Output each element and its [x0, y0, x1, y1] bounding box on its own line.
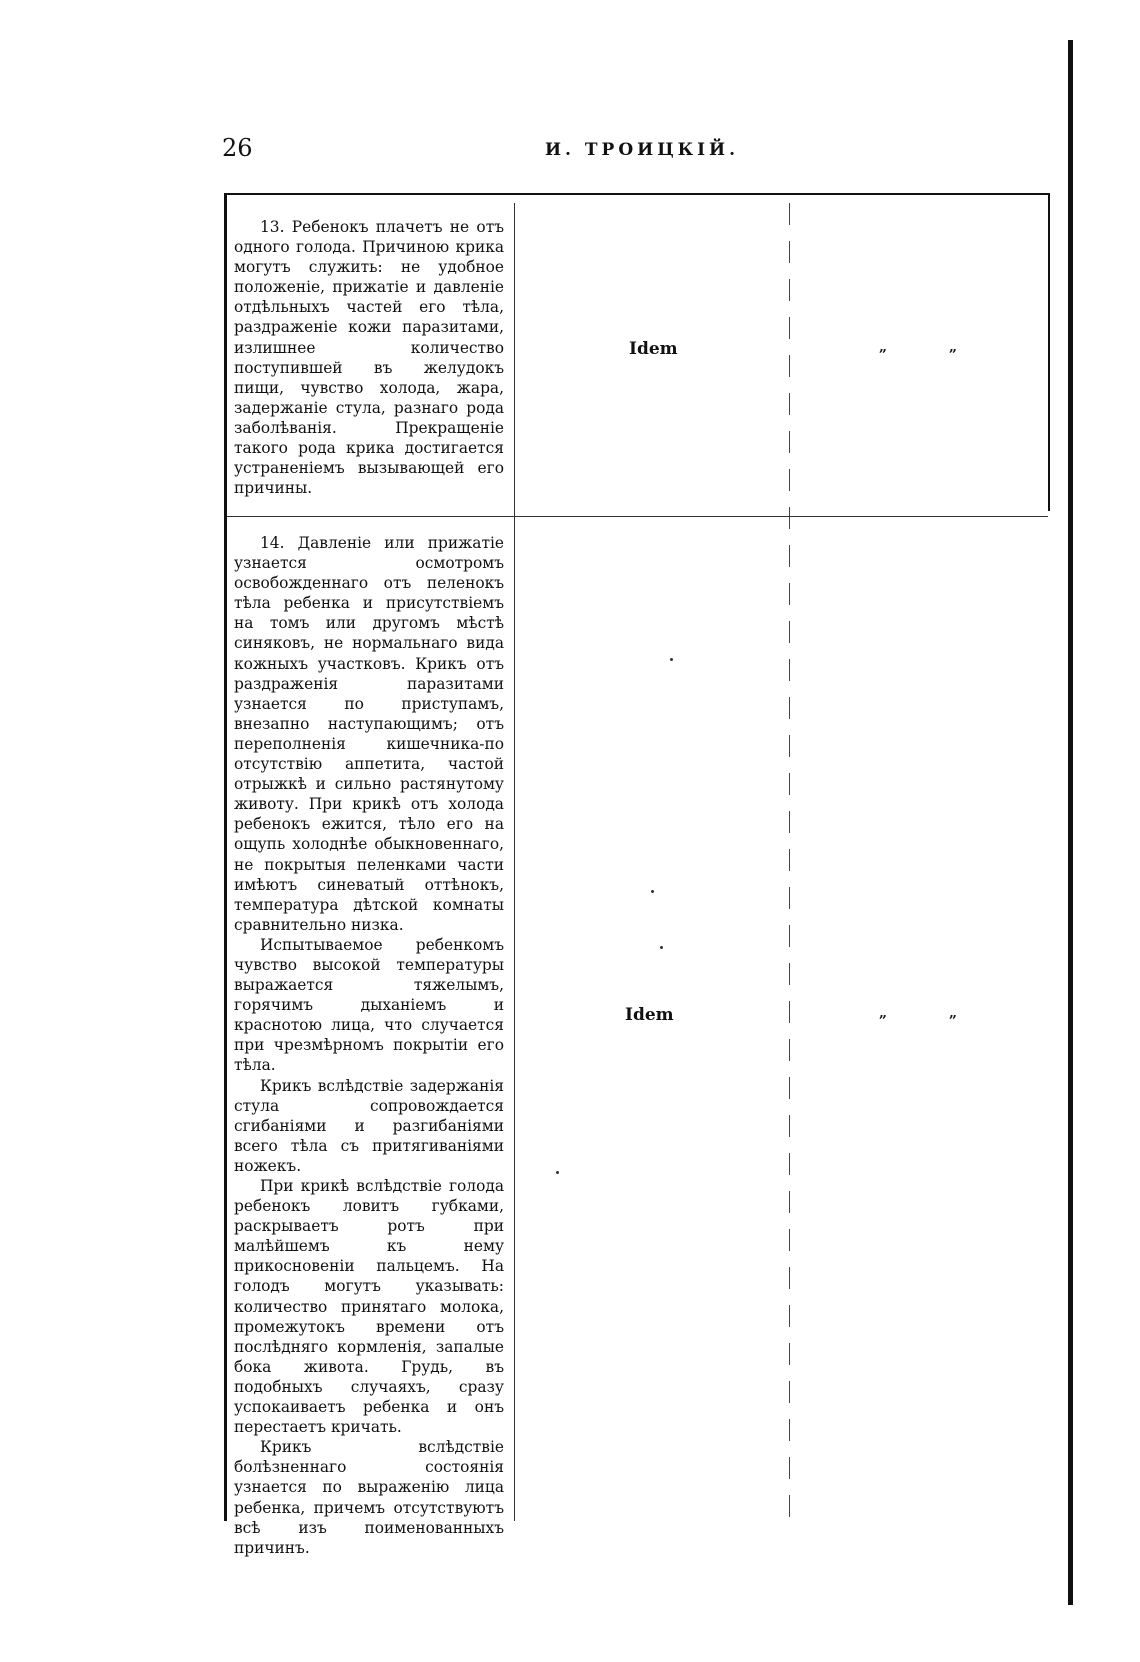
paragraph: Крикъ вслѣдствіе задержанія стула сопровождается сгибаніями и разгибаніями всего тѣла съ притягиваніями ножекъ. — [234, 1076, 504, 1175]
paragraph: 13. Ребенокъ плачетъ не отъ одного голода. Причиною крика могутъ служить: не удобное положеніе, прижатіе и давленіе отдѣльныхъ частей его тѣла, раздраженіе кожи паразитами, излишнее количество поступившей въ желудокъ пищи, чувство холода, жара, задержаніе стула, разнаго рода заболѣванія. Прекращеніе такого рода крика достигается устраненіемъ вызывающей его причины. — [234, 218, 504, 498]
page-number: 26 — [222, 134, 253, 162]
paragraph: Крикъ вслѣдствіе болѣзненнаго состоянія узнается по выраженію лица ребенка, причемъ отсутствуютъ всѣ изъ поименованныхъ причинъ. — [234, 1438, 504, 1557]
table-row-14-col2: Idem — [625, 1005, 674, 1025]
table-row-14-col3: „ — [879, 1005, 888, 1021]
table-row-13-col4: „ — [949, 339, 958, 355]
table-left-border — [224, 193, 227, 1521]
table-top-border — [224, 193, 1050, 195]
table-row-13-col3: „ — [879, 339, 888, 355]
print-speck — [670, 658, 673, 661]
table-row-13-text — [234, 217, 504, 498]
table-row-13-col2: Idem — [629, 339, 678, 359]
paragraph: 14. Давленіе или прижатіе узнается осмотромъ освобожденнаго отъ пеленокъ тѣла ребенка и присутствіемъ на томъ или другомъ мѣстѣ синяковъ, не нормальнаго вида кожныхъ участковъ. Крикъ отъ раздраженія паразитами узнается по приступамъ, внезапно наступающимъ; отъ переполненія кишечника-по отсутствію аппетита, частой отрыжкѣ и сильно растянутому животу. При крикѣ отъ холода ребенокъ ежится, тѣло его на ощупь холоднѣе обыкновеннаго, не покрытыя пеленками части имѣютъ синеватый оттѣнокъ, температура дѣтской комнаты сравнительно низка. — [234, 534, 504, 934]
column-separator-dashed — [789, 203, 790, 1521]
paragraph: При крикѣ вслѣдствіе голода ребенокъ ловитъ губками, раскрываетъ ротъ при малѣйшемъ къ нему прикосновеніи пальцемъ. На голодъ могутъ указывать: количество принятаго молока, промежутокъ времени отъ послѣдняго кормленія, запалые бока живота. Грудь, въ подобныхъ случаяхъ, сразу успокаиваетъ ребенка и онъ перестаетъ кричать. — [234, 1177, 504, 1437]
print-speck — [660, 946, 663, 949]
paragraph: Испытываемое ребенкомъ чувство высокой температуры выражается тяжелымъ, горячимъ дыханіемъ и краснотою лица, что случается при чрезмѣрномъ покрытіи его тѣла. — [234, 935, 504, 1075]
right-margin-rule — [1068, 40, 1073, 1605]
running-head: И. ТРОИЦКІЙ. — [545, 140, 740, 160]
print-speck — [651, 890, 654, 893]
table-row-14-col4: „ — [949, 1005, 958, 1021]
column-separator — [514, 203, 515, 1521]
table-row-14-text — [234, 533, 504, 1558]
table-right-border — [1048, 193, 1050, 511]
table — [224, 193, 1050, 1557]
print-speck — [556, 1171, 559, 1174]
row-separator-dashed — [787, 516, 1024, 517]
